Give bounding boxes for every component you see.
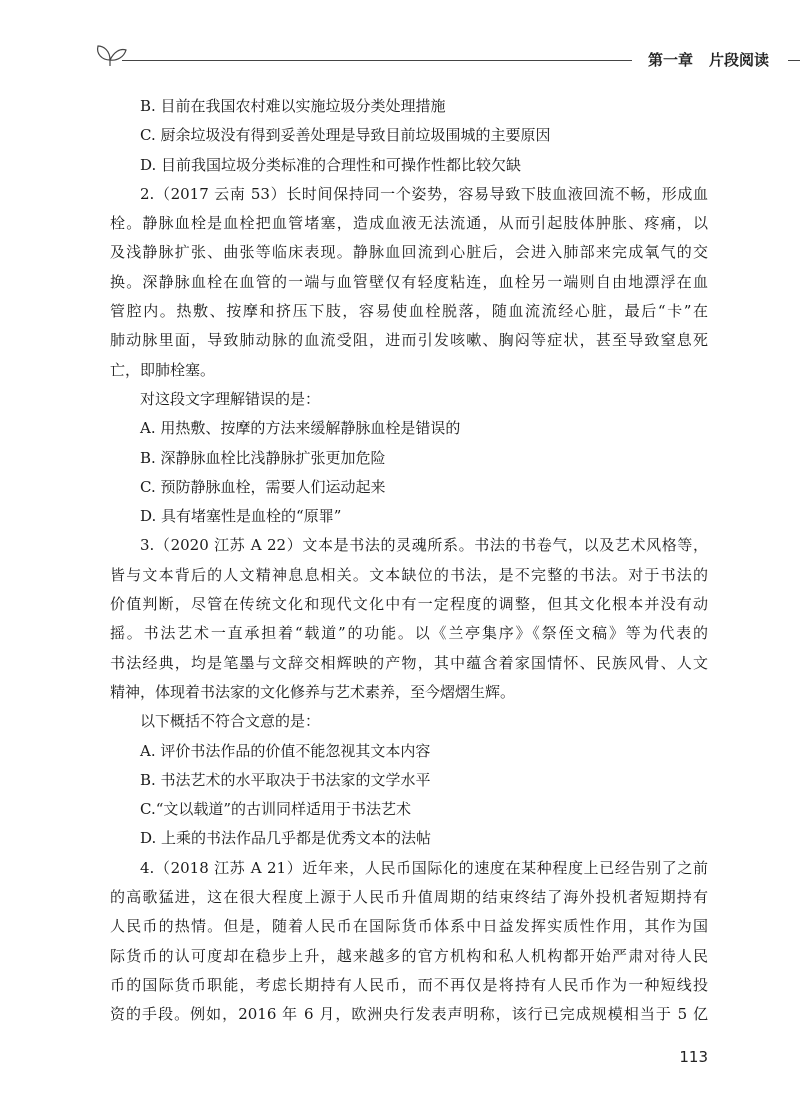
option-d-prev: D. 目前我国垃圾分类标准的合理性和可操作性都比较欠缺 [140, 155, 522, 174]
q3-option-b: B. 书法艺术的水平取决于书法家的文学水平 [140, 770, 431, 789]
q2-line-3: 及浅静脉扩张、曲张等临床表现。静脉血回流到心脏后，会进入肺部来完成氧气的交 [110, 243, 708, 262]
q3-line-6: 精神，体现着书法家的文化修养与艺术素养，至今熠熠生辉。 [110, 682, 516, 701]
q2-line-2: 栓。静脉血栓是血栓把血管堵塞，造成血液无法流通，从而引起肢体肿胀、疼痛，以 [110, 214, 708, 233]
q2-line-6: 肺动脉里面，导致肺动脉的血流受阻，进而引发咳嗽、胸闷等症状，甚至导致窒息死 [110, 331, 708, 350]
q3-line-5: 书法经典，均是笔墨与文辞交相辉映的产物，其中蕴含着家国情怀、民族风骨、人文 [110, 653, 708, 672]
option-b-prev: B. 目前在我国农村难以实施垃圾分类处理措施 [140, 97, 446, 115]
q3-question: 以下概括不符合文意的是： [140, 712, 321, 731]
header-title [642, 49, 775, 70]
q3-line-4: 摇。书法艺术一直承担着“载道”的功能。以《兰亭集序》《祭侄文稿》等为代表的 [110, 624, 708, 643]
q4-line-2: 的高歌猛进，这在很大程度上源于人民币升值周期的结束终结了海外投机者短期持有 [110, 888, 708, 907]
sprout-leaf-icon [92, 38, 130, 68]
chapter-label: 第一章 [648, 51, 694, 69]
option-c-prev: C. 厨余垃圾没有得到妥善处理是导致目前垃圾围城的主要原因 [140, 126, 551, 145]
page-header [92, 38, 770, 78]
q4-line-3: 人民币的热情。但是，随着人民币在国际货币体系中日益发挥实质性作用，其作为国 [110, 917, 708, 936]
page-number: 113 [679, 1048, 708, 1066]
q3-option-a: A. 评价书法作品的价值不能忽视其文本内容 [140, 741, 431, 760]
q2-option-d: D. 具有堵塞性是血栓的“原罪” [140, 507, 342, 526]
q2-option-c: C. 预防静脉血栓，需要人们运动起来 [140, 477, 386, 496]
header-rule-left [122, 60, 632, 61]
q4-line-1: 4.（2018 江苏 A 21）近年来，人民币国际化的速度在某种程度上已经告别了之前 [140, 858, 708, 877]
q4-line-5: 币的国际货币职能，考虑长期持有人民币，而不再仅是将持有人民币作为一种短线投 [110, 975, 708, 994]
q2-option-b: B. 深静脉血栓比浅静脉扩张更加危险 [140, 448, 386, 467]
q2-line-4: 换。深静脉血栓在血管的一端与血管壁仅有轻度粘连，血栓另一端则自由地漂浮在血 [110, 272, 708, 291]
q3-option-d: D. 上乘的书法作品几乎都是优秀文本的法帖 [140, 829, 432, 848]
q4-line-4: 际货币的认可度却在稳步上升，越来越多的官方机构和私人机构都开始严肃对待人民 [110, 946, 708, 965]
page-content [110, 92, 708, 1030]
section-label: 片段阅读 [709, 51, 770, 69]
q3-line-3: 价值判断，尽管在传统文化和现代文化中有一定程度的调整，但其文化根本并没有动 [110, 595, 708, 614]
q3-line-1: 3.（2020 江苏 A 22）文本是书法的灵魂所系。书法的书卷气，以及艺术风格等， [140, 536, 708, 555]
q2-line-7: 亡，即肺栓塞。 [110, 360, 216, 379]
q2-line-1: 2.（2017 云南 53）长时间保持同一个姿势，容易导致下肢血液回流不畅，形成血 [140, 184, 708, 203]
q2-option-a: A. 用热敷、按摩的方法来缓解静脉血栓是错误的 [140, 419, 461, 438]
q2-question: 对这段文字理解错误的是： [140, 389, 321, 408]
q2-line-5: 管腔内。热敷、按摩和挤压下肢，容易使血栓脱落，随血流流经心脏，最后“卡”在 [110, 302, 708, 321]
q4-line-6: 资的手段。例如，2016 年 6 月，欧洲央行发表声明称，该行已完成规模相当于 5 亿 [110, 1005, 708, 1024]
q3-line-2: 皆与文本背后的人文精神息息相关。文本缺位的书法，是不完整的书法。对于书法的 [110, 565, 708, 584]
header-rule-right [788, 60, 800, 61]
q3-option-c: C.“文以载道”的古训同样适用于书法艺术 [140, 800, 412, 819]
